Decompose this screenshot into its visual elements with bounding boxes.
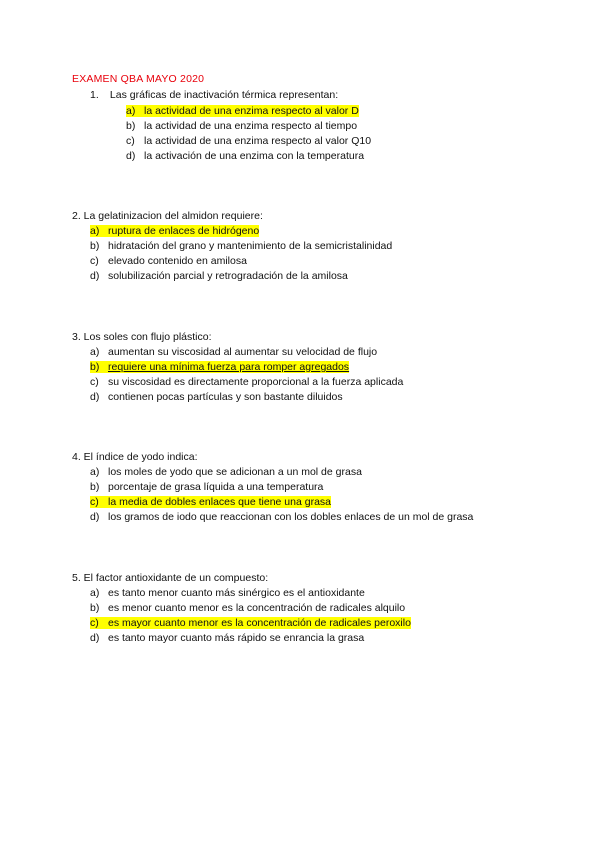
question-5-prompt: 5. El factor antioxidante de un compuesto: <box>72 572 269 584</box>
option-text: la actividad de una enzima respecto al tiempo <box>144 120 358 132</box>
question-3-option-a <box>90 345 377 359</box>
option-letter: b) <box>126 120 136 132</box>
option-letter: b) <box>90 481 100 493</box>
option-letter: b) <box>90 602 100 614</box>
question-2-option-b <box>90 239 392 253</box>
question-4-prompt: 4. El índice de yodo indica: <box>72 451 198 463</box>
option-letter: a) <box>90 466 100 478</box>
exam-title: EXAMEN QBA MAYO 2020 <box>72 73 205 85</box>
option-text: es menor cuanto menor es la concentración de radicales alquilo <box>108 602 406 614</box>
question-2-option-d <box>90 269 348 283</box>
option-text: solubilización parcial y retrogradación de la amilosa <box>108 270 348 282</box>
option-text: es tanto mayor cuanto más rápido se enrancia la grasa <box>108 632 365 644</box>
option-letter: c) <box>90 496 99 508</box>
option-text: ruptura de enlaces de hidrógeno <box>108 225 260 237</box>
option-letter: c) <box>126 135 135 147</box>
option-text: hidratación del grano y mantenimiento de la semicristalinidad <box>108 240 393 252</box>
question-3-option-d <box>90 390 343 404</box>
option-text: requiere una mínima fuerza para romper agregados <box>108 361 350 373</box>
question-4-option-b <box>90 480 323 494</box>
option-letter: d) <box>126 150 136 162</box>
option-text: es tanto menor cuanto más sinérgico es el antioxidante <box>108 587 365 599</box>
option-letter: c) <box>90 255 99 267</box>
question-4-option-c <box>90 495 331 509</box>
option-text: porcentaje de grasa líquida a una temperatura <box>108 481 324 493</box>
question-1-option-b <box>126 119 357 133</box>
option-text: los gramos de iodo que reaccionan con los dobles enlaces de un mol de grasa <box>108 511 474 523</box>
option-text: la actividad de una enzima respecto al valor D <box>144 105 359 117</box>
question-3-option-b <box>90 360 349 374</box>
question-3-prompt: 3. Los soles con flujo plástico: <box>72 331 212 343</box>
question-5-option-a <box>90 586 365 600</box>
option-text: su viscosidad es directamente proporcional a la fuerza aplicada <box>108 376 404 388</box>
question-5-option-b <box>90 601 405 615</box>
option-text: aumentan su viscosidad al aumentar su velocidad de flujo <box>108 346 378 358</box>
option-letter: b) <box>90 240 100 252</box>
option-text: los moles de yodo que se adicionan a un mol de grasa <box>108 466 362 478</box>
option-letter: a) <box>90 587 100 599</box>
option-letter: c) <box>90 376 99 388</box>
option-letter: a) <box>90 346 100 358</box>
question-1-option-a <box>126 104 359 118</box>
option-letter: a) <box>90 225 100 237</box>
option-letter: a) <box>126 105 136 117</box>
option-letter: c) <box>90 617 99 629</box>
question-5-option-c <box>90 616 411 630</box>
option-letter: d) <box>90 511 100 523</box>
option-text: es mayor cuanto menor es la concentración de radicales peroxilo <box>108 617 411 629</box>
option-text: la activación de una enzima con la temperatura <box>144 150 365 162</box>
option-letter: d) <box>90 391 100 403</box>
question-1-option-c <box>126 134 371 148</box>
question-2-prompt: 2. La gelatinizacion del almidon requiere: <box>72 210 263 222</box>
option-letter: d) <box>90 270 100 282</box>
question-5-option-d <box>90 631 364 645</box>
option-text: contienen pocas partículas y son bastante diluidos <box>108 391 343 403</box>
option-letter: d) <box>90 632 100 644</box>
option-text: elevado contenido en amilosa <box>108 255 247 267</box>
question-4-option-d <box>90 510 473 524</box>
question-2-option-c <box>90 254 247 268</box>
option-text: la media de dobles enlaces que tiene una grasa <box>108 496 331 508</box>
question-1-heading <box>90 89 338 101</box>
question-1-prompt: Las gráficas de inactivación térmica representan: <box>109 89 339 101</box>
question-2-option-a <box>90 224 259 238</box>
question-4-option-a <box>90 465 362 479</box>
question-3-option-c <box>90 375 403 389</box>
option-text: la actividad de una enzima respecto al valor Q10 <box>144 135 372 147</box>
question-1-option-d <box>126 149 364 163</box>
question-1-number: 1. <box>90 89 99 101</box>
option-letter: b) <box>90 361 100 373</box>
